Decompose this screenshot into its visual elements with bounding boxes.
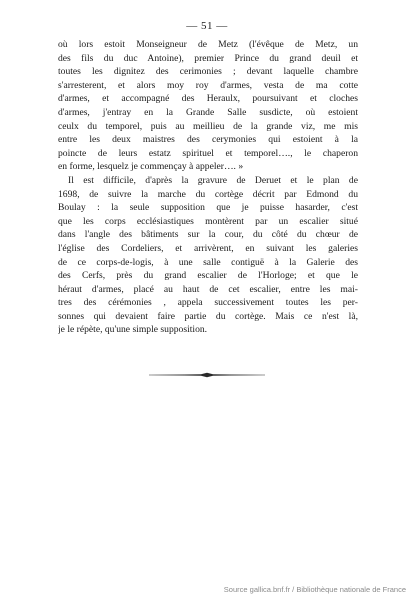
paragraph-commentary (58, 174, 358, 337)
text-line: des fils du duc Antoine), premier Prince du grand deuil et (58, 52, 358, 64)
body-text (58, 38, 358, 337)
text-line: tres des cérémonies , appela successivement toutes les per- (58, 297, 358, 309)
text-line: de ce corps-de-logis, à une salle contiguë à la Galerie des (58, 256, 358, 268)
source-credit: Source gallica.bnf.fr / Bibliothèque nationale de France (223, 585, 406, 594)
text-line: poincte de leurs estatz spirituel et temporel…., le chaperon (58, 147, 358, 159)
text-line: d'armes, et accompagné des Heraulx, poursuivant et cloches (58, 93, 358, 105)
text-line: entre les deux maistres des cerymonies qui estoient à la (58, 134, 358, 146)
page-number: — 51 — (186, 20, 228, 32)
text-line: toutes les dignitez des cerimonies ; devant laquelle chambre (58, 66, 358, 78)
paragraph-quote (58, 38, 358, 174)
text-line: ceulx du temporel, puis au meillieu de la grande viz, me mis (58, 120, 358, 132)
text-line: je le répète, qu'une simple supposition. (58, 324, 208, 336)
text-line: des Cerfs, près du grand escalier de l'Horloge; et que le (58, 270, 358, 282)
text-line: 1698, de suivre la marche du cortège décrit par Edmond du (58, 188, 358, 200)
text-line: que les corps ecclésiastiques montèrent par un escalier situé (58, 215, 358, 227)
text-line: où lors estoit Monseigneur de Metz (l'évêque de Metz, un (58, 39, 358, 50)
text-line: Il est difficile, d'après la gravure de Deruet et le plan de (68, 174, 358, 186)
text-line: dans l'angle des bâtiments sur la cour, du côté du chœur de (58, 229, 358, 241)
text-line: d'armes, j'entray en la Grande Salle susdicte, où estoient (58, 106, 358, 118)
text-line: Boulay : la seule supposition que je puisse hasarder, c'est (58, 202, 358, 214)
ornament-divider (149, 371, 265, 379)
text-line: sonnes qui devaient faire partie du cortège. Mais ce n'est là, (58, 310, 358, 322)
text-line: l'église des Cordeliers, et arrivèrent, en suivant les galeries (58, 242, 358, 254)
text-line: héraut d'armes, placé au haut de cet escalier, entre les mai- (58, 283, 358, 295)
text-line: en forme, lesquelz je commençay à appeler…. » (58, 161, 244, 173)
text-line: s'arresterent, et alors moy roy d'armes, vesta de ma cotte (58, 79, 358, 91)
